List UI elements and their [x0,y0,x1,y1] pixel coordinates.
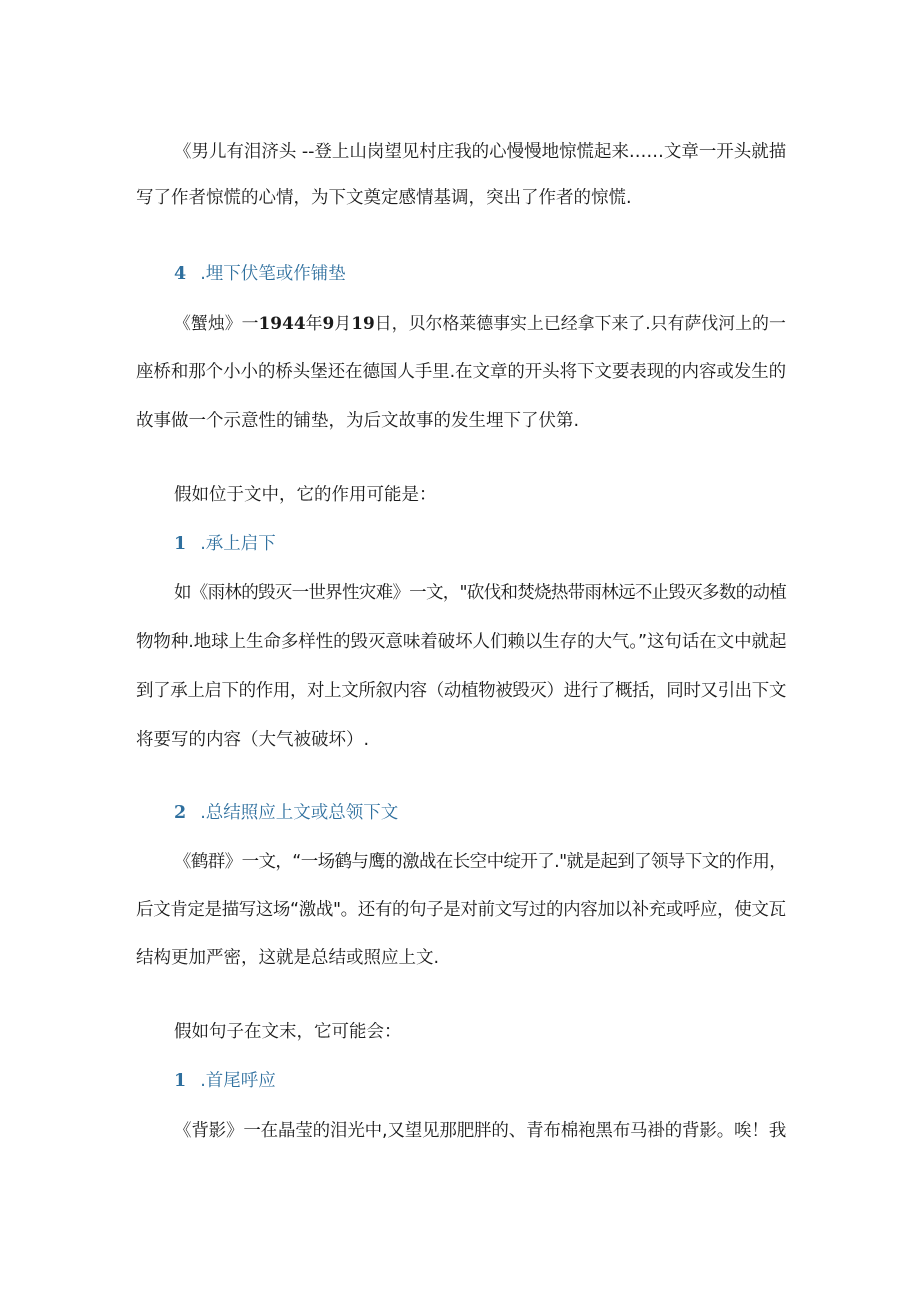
paragraph-1-line-1: 《男儿有泪济头 --登上山岗望见村庄我的心慢慢地惊慌起来……文章一开头就描 [174,142,787,162]
paragraph-1-line-2: 写了作者惊慌的心情，为下文奠定感情基调，突出了作者的惊慌. [136,188,632,208]
paragraph-4-line-2: 后文肯定是描写这场“激战"。还有的句子是对前文写过的内容加以补充或呼应，使文瓦 [136,900,786,920]
text-segment: 《蟹烛》一 [174,313,259,333]
paragraph-2-line-3: 故事做一个示意性的铺垫，为后文故事的发生埋下了伏第. [136,411,580,431]
paragraph-3-line-4: 将要写的内容（大气被破坏）. [136,730,370,750]
month-number: 9 [322,313,335,333]
section-heading-4 [174,263,346,285]
section-heading-1a [174,533,276,555]
paragraph-4-line-3: 结构更加严密，这就是总结或照应上文. [136,948,440,968]
heading-text: .总结照应上文或总领下文 [200,803,399,823]
heading-number: 2 [174,803,187,823]
paragraph-3-line-1: 如《雨林的毁灭一世界性灾难》一文，"砍伐和焚烧热带雨林远不止毁灭多数的动植 [174,583,787,603]
section-heading-1b [174,1070,276,1092]
paragraph-5-line-1: 《背影》一在晶莹的泪光中,又望见那肥胖的、青布棉袍黑布马褂的背影。唉！我 [174,1121,787,1141]
year-number: 1944 [258,313,306,333]
text-segment: 月 [334,313,352,333]
heading-number: 1 [174,1071,187,1091]
paragraph-2-line-2: 座桥和那个小小的桥头堡还在德国人手里.在文章的开头将下文要表现的内容或发生的 [136,362,787,382]
text-segment: 年 [305,313,323,333]
heading-text: .埋下伏笔或作铺垫 [200,264,346,284]
heading-number: 4 [174,264,187,284]
paragraph-3-line-3: 到了承上启下的作用，对上文所叙内容（动植物被毁灭）进行了概括，同时又引出下文 [136,681,786,701]
heading-number: 1 [174,534,187,554]
section-heading-2 [174,802,398,824]
day-number: 19 [351,313,375,333]
paragraph-3-line-2: 物物种.地球上生命多样性的毁灭意味着破坏人们赖以生存的大气。”这句话在文中就起 [136,632,787,652]
heading-text: .承上启下 [200,534,276,554]
paragraph-2-line-1 [174,312,786,334]
heading-text: .首尾呼应 [200,1071,276,1091]
text-segment: 日，贝尔格莱德事实上已经拿下来了.只有萨伐河上的一 [374,313,786,333]
intro-end-text: 假如句子在文末，它可能会： [174,1022,402,1042]
paragraph-4-line-1: 《鹤群》一文，“一场鹤与鹰的激战在长空中绽开了."就是起到了领导下文的作用， [174,852,787,872]
intro-middle-text: 假如位于文中，它的作用可能是： [174,485,437,505]
